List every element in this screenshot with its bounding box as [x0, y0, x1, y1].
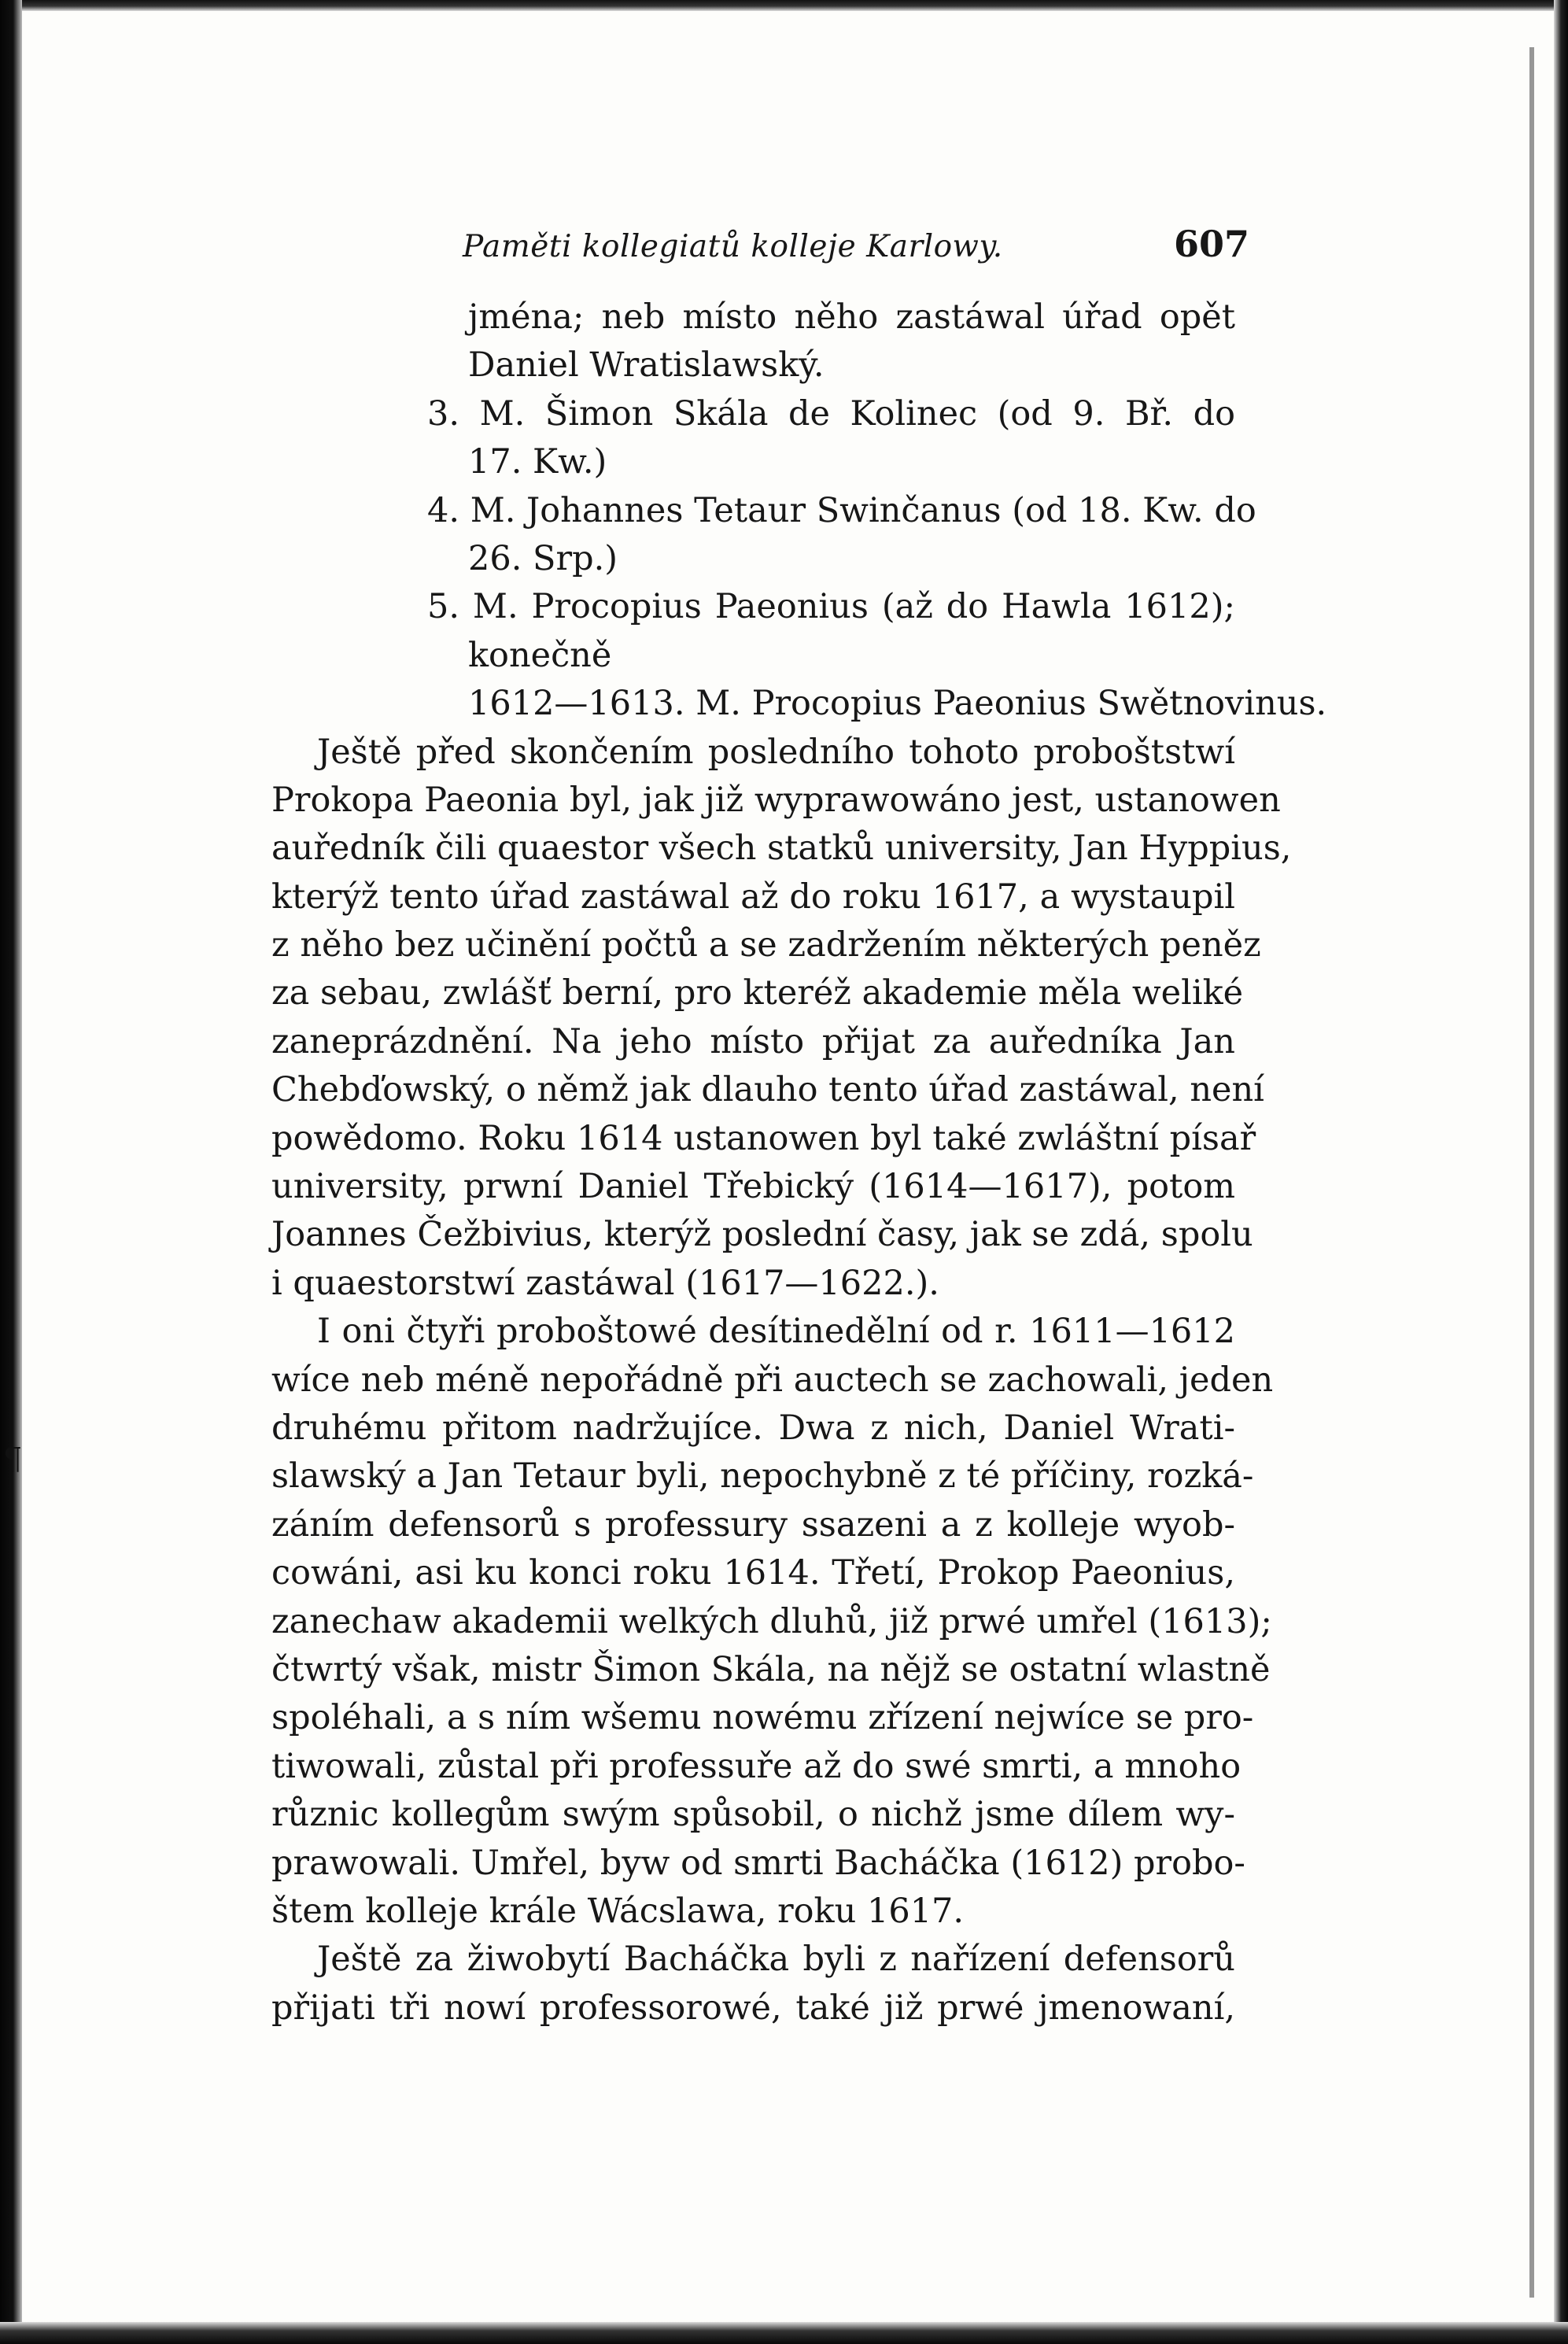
text-line: zanechaw akademii welkých dluhů, již prwé umřel (1613); [271, 1601, 1272, 1641]
text-line: prawowali. Umřel, byw od smrti Bacháčka (1612) probo- [271, 1843, 1245, 1883]
page-body-text [271, 293, 1327, 2032]
text-line: tiwowali, zůstal při professuře až do swé smrti, a mnoho [271, 1746, 1241, 1786]
text-line: jména; neb místo něho zastáwal úřad opět [468, 297, 1235, 337]
text-line: 26. Srp.) [468, 538, 618, 578]
text-line: spoléhali, a s ním wšemu nowému zřízení nejwíce se pro- [271, 1698, 1254, 1738]
text-line: Ještě za žiwobytí Bacháčka byli z nařízení defensorů [317, 1940, 1235, 1980]
text-line: slawský a Jan Tetaur byli, nepochybně z té příčiny, rozká- [271, 1456, 1254, 1497]
text-line: přijati tři nowí professorowé, také již prwé jmenowaní, [271, 1988, 1235, 2028]
text-line: 17. Kw.) [468, 442, 607, 482]
scan-edge-left [0, 0, 22, 2344]
text-line: wíce neb méně nepořádně při auctech se zachowali, jeden [271, 1360, 1274, 1400]
text-line: čtwrtý však, mistr Šimon Skála, na nějž se ostatní wlastně [271, 1649, 1271, 1689]
text-line: zaneprázdnění. Na jeho místo přijat za auředníka Jan [271, 1021, 1235, 1061]
text-line: I oni čtyři proboštowé desítinedělní od r. 1611—1612 [317, 1312, 1235, 1352]
text-line: štem kolleje krále Wácslawa, roku 1617. [271, 1891, 965, 1931]
text-line: druhému přitom nadržujíce. Dwa z nich, Daniel Wrati- [271, 1408, 1235, 1448]
text-line: Joannes Čežbivius, kterýž poslední časy, jak se zdá, spolu [271, 1215, 1253, 1255]
text-line: Chebďowský, o němž jak dlauho tento úřad zastáwal, není [271, 1070, 1264, 1110]
running-header [463, 223, 1249, 273]
text-line: za sebau, zwlášť berní, pro kteréž akademie měla weliké [271, 973, 1244, 1013]
text-line: Ještě před skončením posledního tohoto proboštstwí [317, 732, 1235, 772]
text-line: i quaestorstwí zastáwal (1617—1622.). [271, 1263, 939, 1303]
text-line: z něho bez učinění počtů a se zadržením některých peněz [271, 925, 1261, 965]
text-line: 3. M. Šimon Skála de Kolinec (od 9. Bř. do [427, 393, 1235, 434]
running-title: Paměti kollegiatů kolleje Karlowy. [463, 229, 1003, 264]
page-number: 607 [1173, 223, 1249, 265]
text-line: Prokopa Paeonia byl, jak již wyprawowáno jest, ustanowen [271, 780, 1281, 820]
text-line: cowáni, asi ku konci roku 1614. Třetí, Prokop Paeonius, [271, 1553, 1235, 1593]
text-line: Daniel Wratislawský. [468, 345, 825, 386]
text-line: 5. M. Procopius Paeonius (až do Hawla 1612); [427, 587, 1235, 627]
scan-edge-top [0, 0, 1568, 11]
text-line: záním defensorů s professury ssazeni a z kolleje wyob- [271, 1504, 1235, 1545]
text-line: různic kollegům swým spůsobil, o nichž jsme dílem wy- [271, 1795, 1235, 1835]
margin-mark: ¶ [3, 1441, 23, 1476]
scan-edge-right [1554, 0, 1568, 2344]
text-line: auředník čili quaestor všech statků university, Jan Hyppius, [271, 829, 1292, 869]
text-line: 4. M. Johannes Tetaur Swinčanus (od 18. Kw. do [427, 490, 1256, 530]
text-line: 1612—1613. M. Procopius Paeonius Swětnovinus. [468, 684, 1327, 724]
text-line: powědomo. Roku 1614 ustanowen byl také zwláštní písař [271, 1118, 1256, 1158]
page-gutter-shadow [1529, 47, 1534, 2298]
text-line: kterýž tento úřad zastáwal až do roku 1617, a wystaupil [271, 877, 1235, 917]
text-line: konečně [468, 635, 612, 675]
text-line: university, prwní Daniel Třebický (1614—1617), potom [271, 1167, 1235, 1207]
scan-edge-bottom [0, 2322, 1568, 2344]
